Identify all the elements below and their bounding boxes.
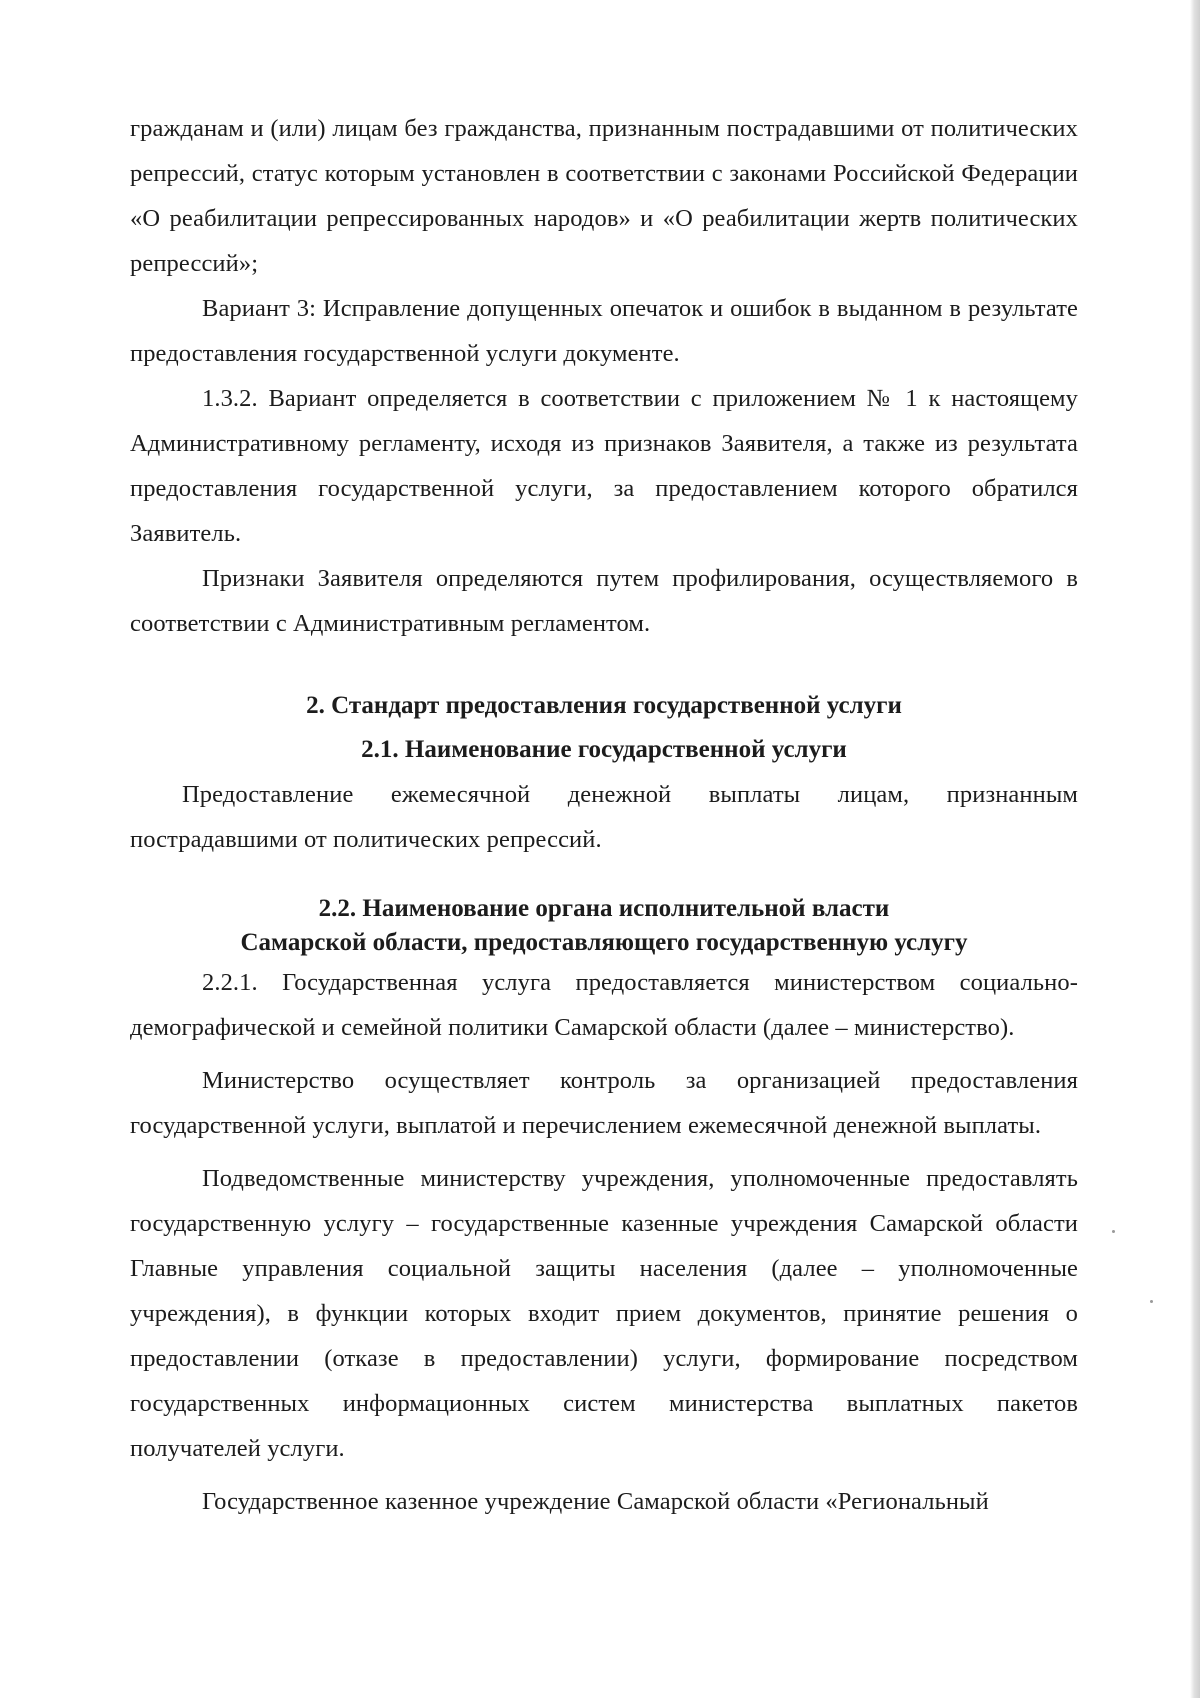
paragraph-applicant-signs: Признаки Заявителя определяются путем профилирования, осуществляемого в соответствии с Административным регламентом. <box>130 565 1078 637</box>
paragraph-ministry-control: Министерство осуществляет контроль за организацией предоставления государственной услуги, выплатой и перечислением ежемесячной денежной выплаты. <box>130 1067 1078 1139</box>
paragraph-subordinate-institutions: Подведомственные министерству учреждения, уполномоченные предоставлять государственную услугу – государственные казенные учреждения Самарской области Главные управления социальной защиты населения (далее – уполномоченные учреждения), в функции которых входит прием документов, принятие решения о предоставлении (отказе в предоставлении) услуги, формирование посредством государственных информационных систем министерства выплатных пакетов получателей услуги. <box>130 1165 1078 1462</box>
scan-speck <box>1150 1300 1153 1303</box>
paragraph-variant-3: Вариант 3: Исправление допущенных опечаток и ошибок в выданном в результате предоставления государственной услуги документе. <box>130 295 1078 367</box>
section-2-2-heading <box>130 892 1078 960</box>
scan-speck <box>1112 1230 1115 1233</box>
section-2-1-heading: 2.1. Наименование государственной услуги <box>361 736 847 763</box>
paragraph-citizens: гражданам и (или) лицам без гражданства, признанным пострадавшими от политических репрессий, статус которым установлен в соответствии с законами Российской Федерации «О реабилитации репрессированных народов» и «О реабилитации жертв политических репрессий»; <box>130 115 1078 277</box>
paragraph-1-3-2: 1.3.2. Вариант определяется в соответствии с приложением № 1 к настоящему Административному регламенту, исходя из признаков Заявителя, а также из результата предоставления государственной услуги, за предоставлением которого обратился Заявитель. <box>130 385 1078 547</box>
scan-edge-shadow <box>1190 0 1200 1698</box>
section-2-2-heading-line1: 2.2. Наименование органа исполнительной власти <box>318 895 890 922</box>
document-body <box>130 106 1078 1524</box>
section-2-heading: 2. Стандарт предоставления государственной услуги <box>306 692 902 719</box>
paragraph-service-name: Предоставление ежемесячной денежной выплаты лицам, признанным пострадавшими от политических репрессий. <box>130 781 1078 853</box>
section-2-2-heading-line2: Самарской области, предоставляющего государственную услугу <box>240 929 968 956</box>
paragraph-2-2-1: 2.2.1. Государственная услуга предоставляется министерством социально-демографической и семейной политики Самарской области (далее – министерство). <box>130 969 1078 1041</box>
paragraph-regional-institution: Государственное казенное учреждение Самарской области «Региональный <box>202 1488 989 1515</box>
